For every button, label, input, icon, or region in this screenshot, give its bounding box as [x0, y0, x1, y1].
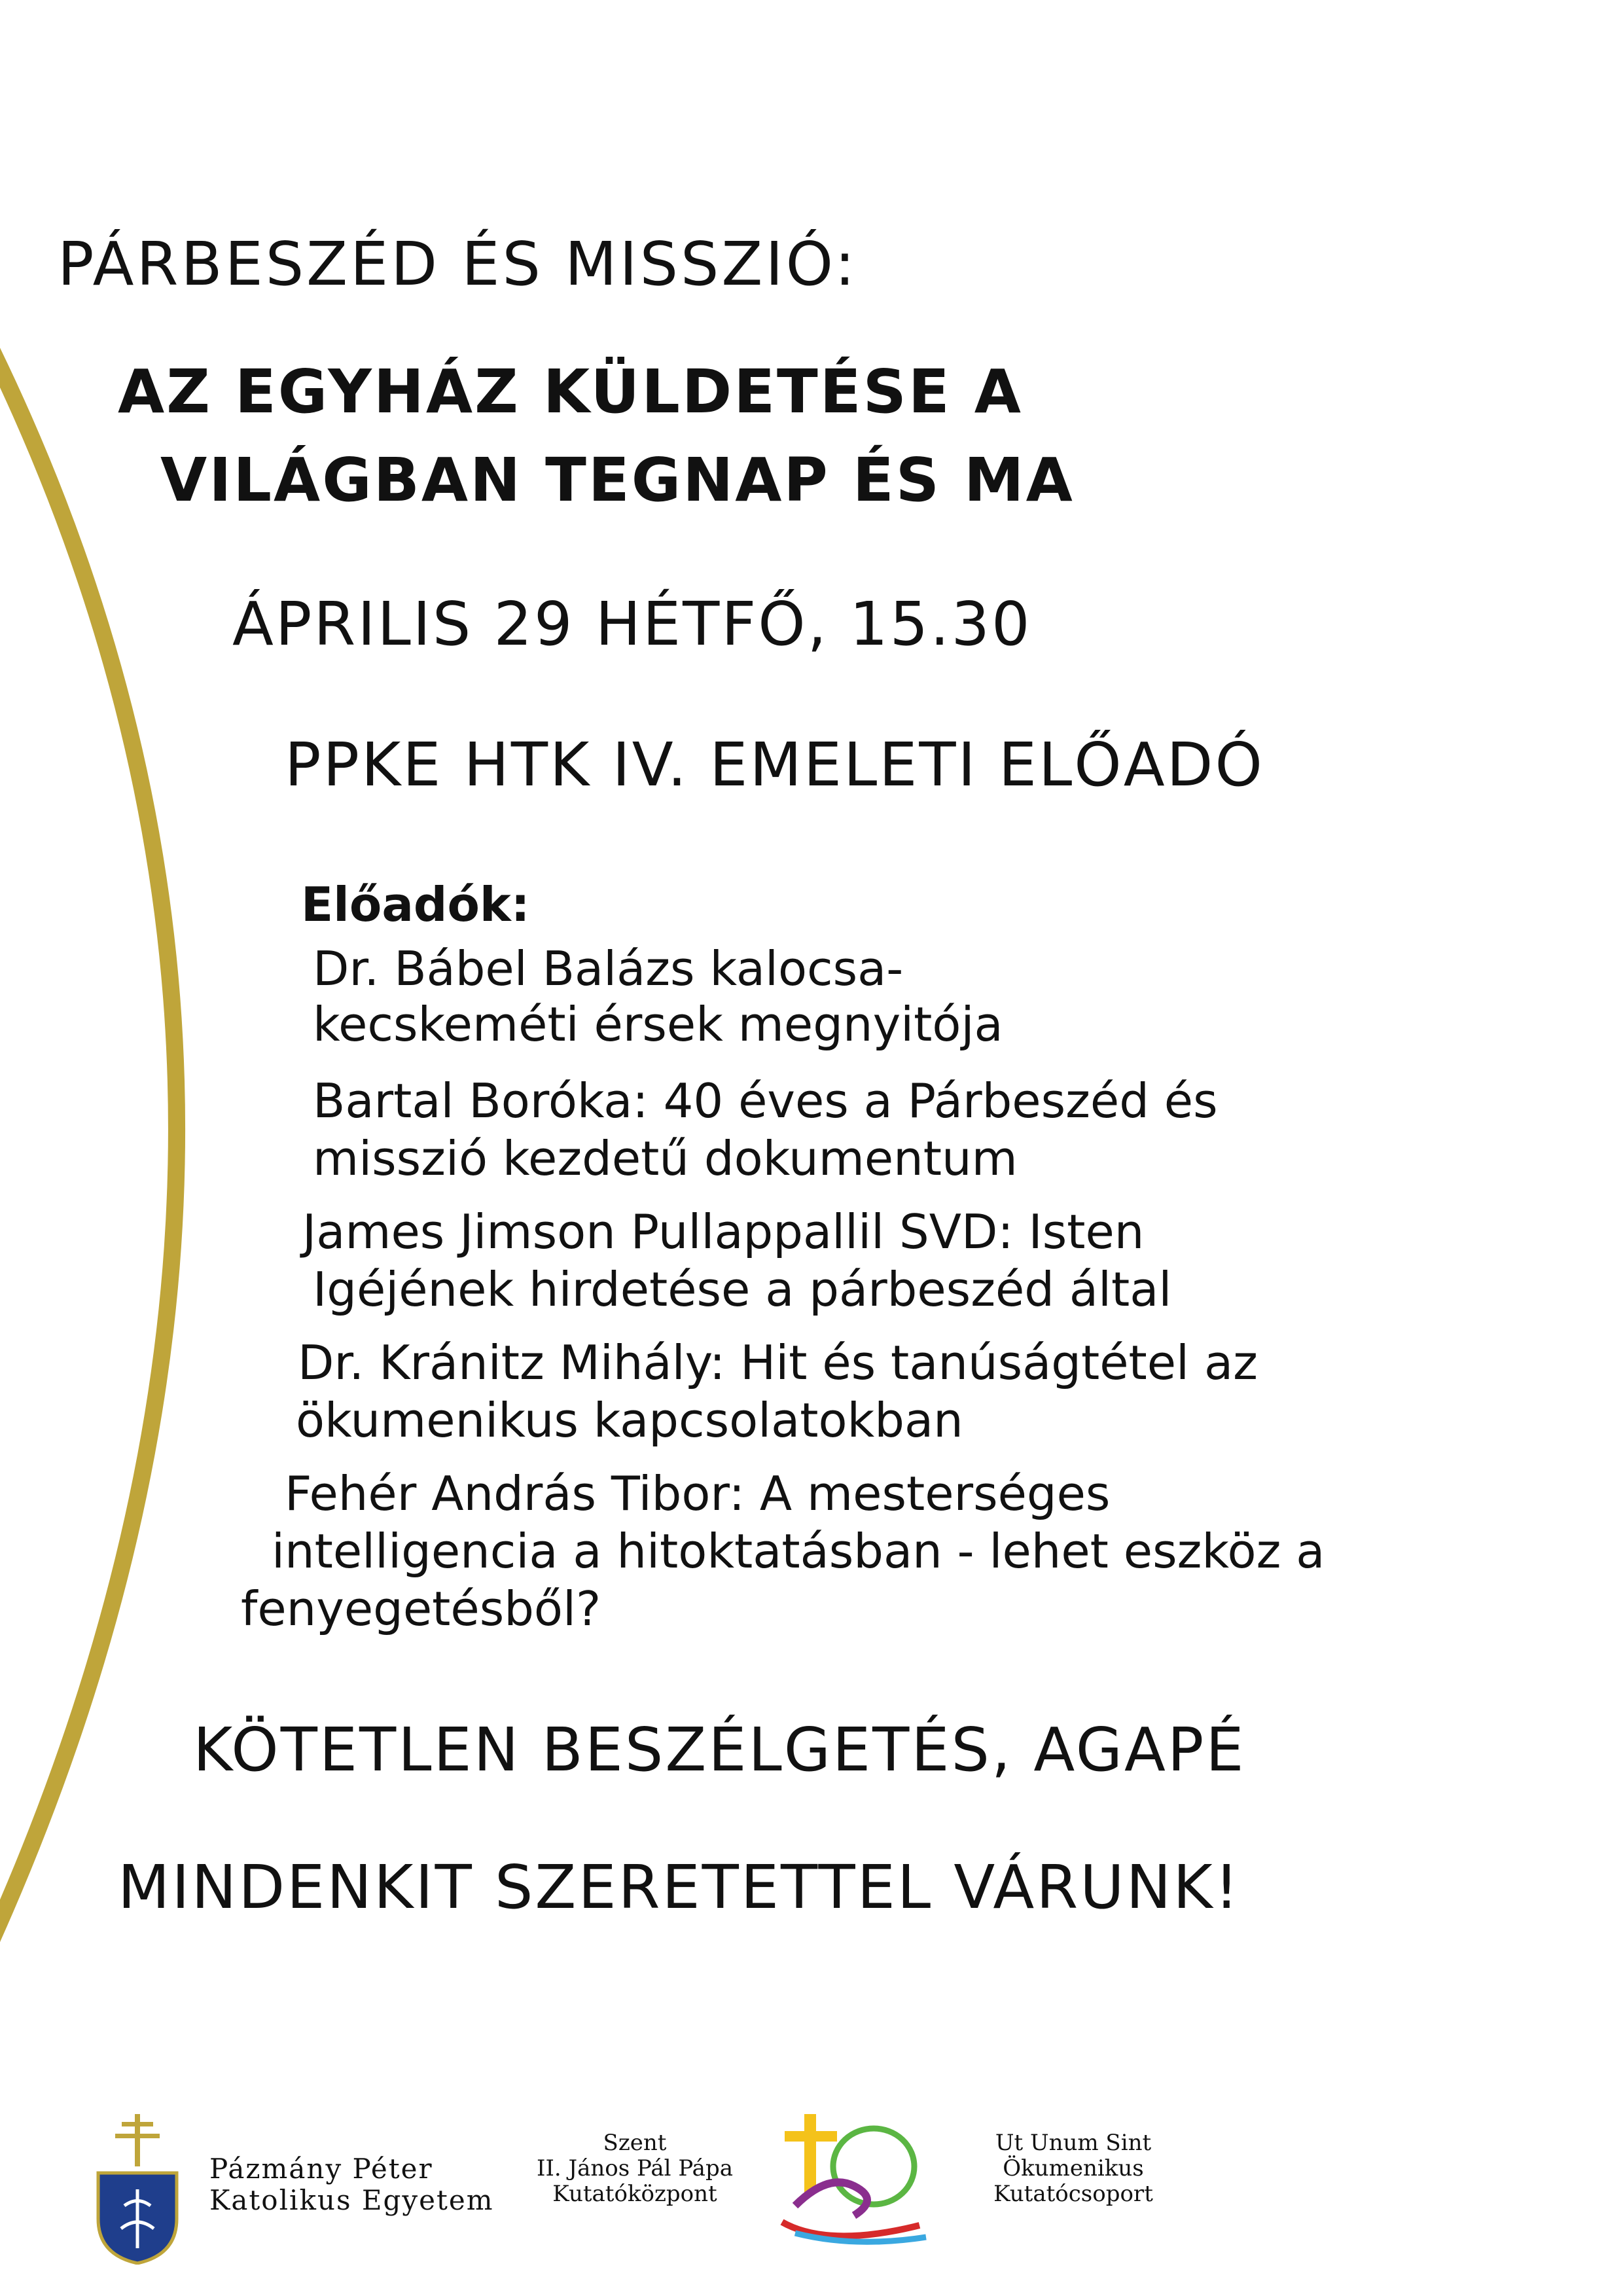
title-line-1: AZ EGYHÁZ KÜLDETÉSE A	[118, 357, 1023, 427]
pretitle: PÁRBESZÉD ÉS MISSZIÓ:	[58, 229, 858, 299]
event-place: PPKE HTK IV. EMELETI ELŐADÓ	[285, 730, 1264, 800]
speaker-line: Dr. Bábel Balázs kalocsa-	[313, 941, 904, 996]
speaker-line: ökumenikus kapcsolatokban	[296, 1393, 963, 1448]
welcome-line: MINDENKIT SZERETETTEL VÁRUNK!	[118, 1852, 1241, 1922]
speaker-line: kecskeméti érsek megnyitója	[313, 997, 1003, 1052]
speaker-line: Bartal Boróka: 40 éves a Párbeszéd és	[313, 1073, 1218, 1128]
speaker-line: intelligencia a hitoktatásban - lehet eszköz a	[272, 1524, 1325, 1579]
event-date: ÁPRILIS 29 HÉTFŐ, 15.30	[232, 589, 1032, 659]
ppke-logo-text: Pázmány Péter Katolikus Egyetem	[209, 2153, 494, 2217]
speakers-heading: Előadók:	[301, 877, 530, 932]
speaker-line: misszió kezdetű dokumentum	[313, 1131, 1018, 1186]
patriarchal-cross-icon	[92, 2108, 183, 2265]
speaker-line: Fehér András Tibor: A mesterséges	[285, 1466, 1111, 1521]
speaker-line: Dr. Kránitz Mihály: Hit és tanúságtétel az	[298, 1335, 1258, 1390]
ut-unum-sint-logo-text: Ut Unum Sint Ökumenikus Kutatócsoport	[993, 2130, 1153, 2208]
speaker-line: Igéjének hirdetése a párbeszéd által	[313, 1262, 1172, 1317]
title-line-2: VILÁGBAN TEGNAP ÉS MA	[160, 445, 1075, 515]
informal-talk-line: KÖTETLEN BESZÉLGETÉS, AGAPÉ	[193, 1715, 1246, 1785]
speaker-line: fenyegetésből?	[241, 1581, 601, 1636]
jp2-center-logo-text: Szent II. János Pál Pápa Kutatóközpont	[537, 2130, 733, 2208]
speaker-line: James Jimson Pullappallil SVD: Isten	[302, 1204, 1145, 1259]
ecumenical-cross-boat-icon	[776, 2108, 933, 2245]
